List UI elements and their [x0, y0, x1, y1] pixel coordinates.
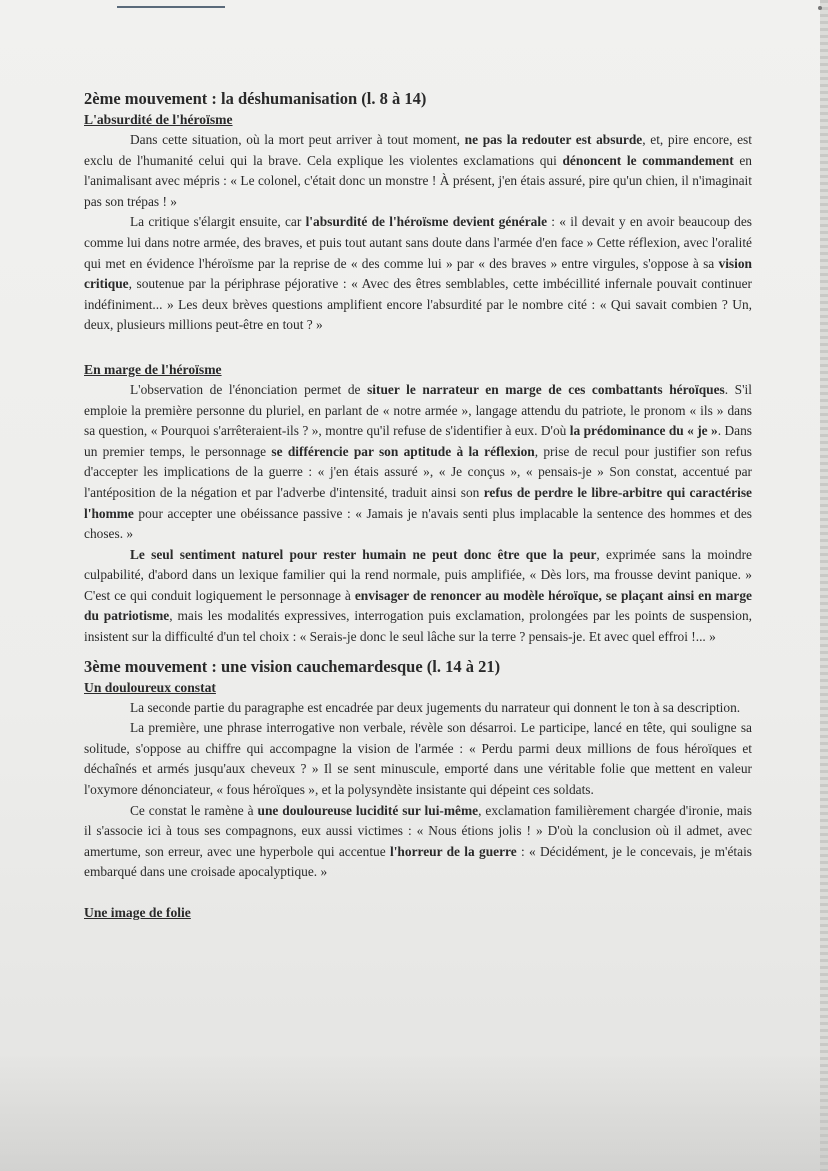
subsection-title-en-marge: En marge de l'héroïsme: [84, 361, 222, 377]
text-run: Dans cette situation, où la mort peut arriver à tout moment,: [130, 132, 465, 147]
text-run: , exclamation familièrement chargée d'ironie, mais il s'associe ici à tous ses compagnons, eux aussi victimes : « Nous étions jolis ! » D'où la conclusion où il admet, avec amertume, son erreur, avec une hyperbole qui accentue: [84, 802, 753, 859]
text-run: : « il devait y en avoir beaucoup des comme lui dans notre armée, des braves, et puis tout autant sans doute dans l'armée d'en face » Cette réflexion, avec l'oralité qui met en évidence l'héroïsme par la reprise de « des comme lui » par « des braves » entre virgules, s'oppose à sa: [84, 214, 752, 271]
text-run: Ce constat le ramène à: [130, 802, 258, 818]
paragraph: [84, 718, 752, 800]
subsection-title-douloureux-constat: Un douloureux constat: [84, 679, 216, 695]
paragraph: [84, 130, 752, 212]
paragraph: [84, 380, 752, 545]
paragraph: [84, 545, 752, 648]
scan-shadow: [0, 1055, 828, 1171]
document-body: [84, 88, 752, 923]
page-edge: [820, 0, 828, 1171]
bold-text-run: la prédominance du « je »: [569, 423, 718, 439]
text-run: : « Décidément, je le concevais, je m'étais embarqué dans une croisade apocalyptique. »: [84, 843, 753, 880]
text-run: , exprimée sans la moindre culpabilité, d'abord dans un lexique familier qui la rend normale, puis amplifiée, « Dès lors, ma frousse devint panique. » C'est ce qui conduit logiquement le personnage à: [84, 546, 752, 603]
text-run: , prise de recul pour justifier son refus d'accepter les implications de la guerre : « j'en étais assuré », « Je conçus », « pensais-je » Son constat, accentué par l'antéposition de la négation et par l'adverbe d'intensité, traduit ainsi son: [84, 443, 752, 500]
bold-text-run: une douloureuse lucidité sur lui-même: [257, 802, 479, 818]
section-heading-2: 2ème mouvement : la déshumanisation (l. 8 à 14): [84, 89, 427, 108]
text-run: , et, pire encore, est exclu de l'humanité celui qui la brave. Cela explique les violentes exclamations qui: [84, 132, 752, 168]
bold-text-run: l'horreur de la guerre: [389, 843, 517, 859]
text-run: La première, une phrase interrogative non verbale, révèle son désarroi. Le participe, lancé en tête, qui souligne sa solitude, s'oppose au chiffre qui accompagne la vision de l'armée : « Perdu parmi deux millions de fous héroïques et déchaînés et armés jusqu'aux cheveux ? » Il se sent minuscule, emporté dans une véritable folie que mettent en valeur l'oxymore dénonciateur, « fous héroïques », et la polysyndète insistante qui dépeint ces soldats.: [84, 720, 752, 798]
corner-mark: [818, 6, 822, 10]
text-run: L'observation de l'énonciation permet de: [130, 381, 368, 397]
text-run: . Dans un premier temps, le personnage: [84, 423, 753, 459]
text-run: pour accepter une obéissance passive : « Jamais je n'avais senti plus implacable la sentence des hommes et des choses. »: [84, 505, 752, 542]
top-rule: [117, 6, 225, 8]
section-heading-3: 3ème mouvement : une vision cauchemardesque (l. 14 à 21): [84, 656, 501, 676]
text-run: La critique s'élargit ensuite, car: [130, 214, 306, 230]
paragraph: [84, 698, 752, 719]
bold-text-run: situer le narrateur en marge de ces combattants héroïques: [367, 381, 725, 397]
subsection-title-absurdite: L'absurdité de l'héroïsme: [84, 112, 233, 127]
bold-text-run: vision critique: [84, 255, 752, 292]
bold-text-run: ne pas la redouter est absurde: [464, 132, 643, 147]
bold-text-run: dénoncent le commandement: [562, 152, 734, 168]
text-run: La seconde partie du paragraphe est encadrée par deux jugements du narrateur qui donnent le ton à sa description.: [130, 699, 741, 715]
bold-text-run: Le seul sentiment naturel pour rester humain ne peut donc être que la peur: [130, 546, 597, 562]
text-run: . S'il emploie la première personne du pluriel, en parlant de « notre armée », langage attendu du patriote, le pronom « ils » dans sa question, « Pourquoi s'arrêteraient-ils ? », montre qu'il refuse de s'identifier à eux. D'où: [84, 381, 752, 439]
text-run: , soutenue par la périphrase péjorative : « Avec des êtres semblables, cette imbécillité infernale pouvait continuer indéfiniment... » Les deux brèves questions amplifient encore l'absurdité par le nombre cité : « Qui savait combien ? Un, deux, plusieurs millions peut-être en tout ? »: [84, 276, 752, 333]
text-run: , mais les modalités expressives, interrogation puis exclamation, prolongées par les points de suspension, insistent sur la difficulté d'un tel choix : « Serais-je donc le seul lâche sur la terre ? pensais-je. Et avec quel effroi !... »: [84, 608, 752, 645]
paragraph: [84, 801, 752, 883]
bold-text-run: refus de perdre le libre-arbitre qui caractérise l'homme: [84, 484, 752, 521]
bold-text-run: l'absurdité de l'héroïsme devient générale: [305, 214, 548, 230]
bold-text-run: envisager de renoncer au modèle héroïque, se plaçant ainsi en marge du patriotisme: [84, 587, 752, 624]
subsection-title-image-folie: Une image de folie: [84, 905, 191, 920]
bold-text-run: se différencie par son aptitude à la réflexion: [271, 443, 535, 459]
paragraph: [84, 212, 752, 336]
text-run: en l'animalisant avec mépris : « Le colonel, c'était donc un monstre ! À présent, j'en étais assuré, pire qu'un chien, il n'imaginait pas son trépas ! »: [84, 152, 752, 209]
